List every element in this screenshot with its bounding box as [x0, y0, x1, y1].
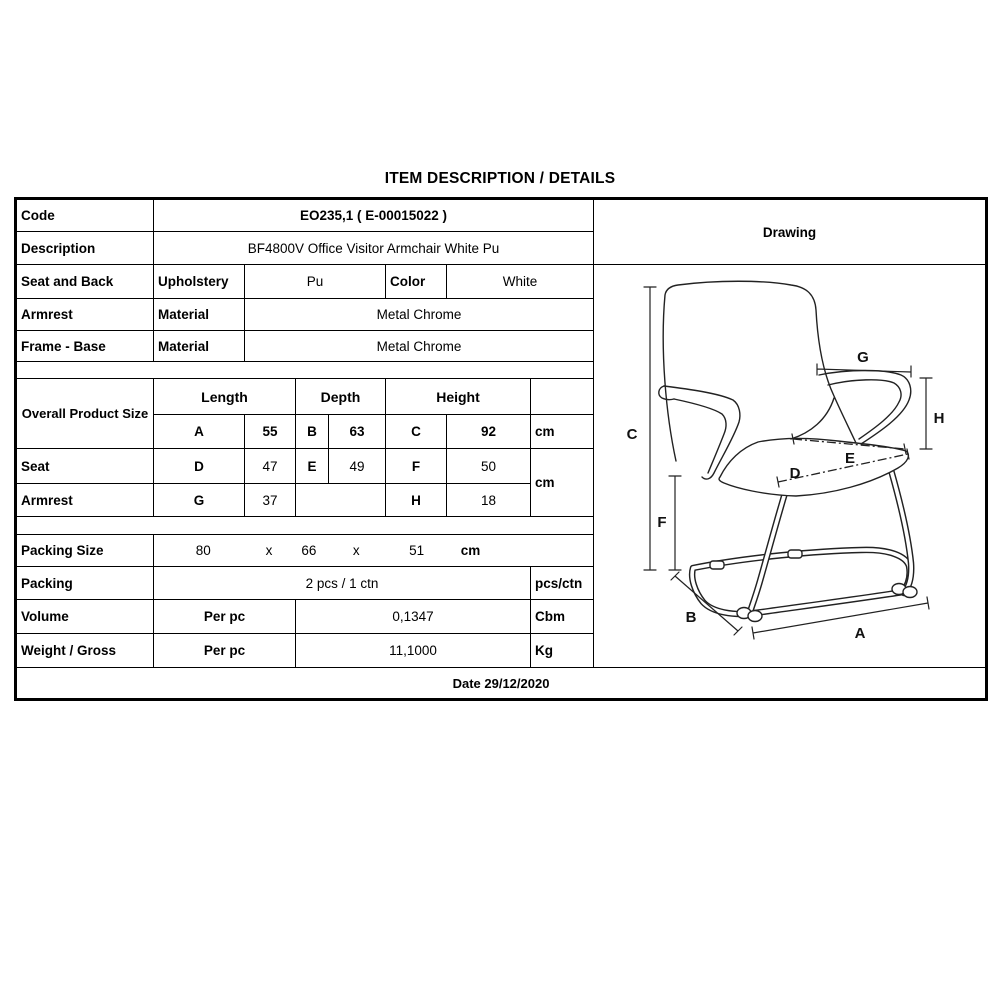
packing-dim-1: 80	[195, 543, 211, 558]
page-title: ITEM DESCRIPTION / DETAILS	[384, 170, 616, 187]
overall-depth-key: B	[296, 415, 329, 449]
packing-unit: pcs/ctn	[531, 567, 594, 600]
seat-back-label: Seat and Back	[16, 265, 154, 299]
packing-size-value	[154, 535, 594, 567]
code-label: Code	[16, 199, 154, 232]
color-label: Color	[386, 265, 447, 299]
drawing-cell	[594, 265, 987, 668]
volume-value: 0,1347	[296, 600, 531, 634]
seat-armrest-unit: cm	[531, 449, 594, 517]
dim-label-c: C	[626, 426, 638, 443]
spacer	[16, 362, 594, 379]
armrest-height-key: H	[386, 484, 447, 517]
overall-height-value: 92	[447, 415, 531, 449]
spec-table	[14, 197, 988, 701]
dim-label-g: G	[857, 349, 869, 366]
seat-depth-key: E	[296, 449, 329, 484]
packing-sep-2: x	[352, 543, 360, 558]
armrest-height-value: 18	[447, 484, 531, 517]
foot-tab	[788, 550, 802, 558]
overall-size-label: Overall Product Size	[16, 379, 154, 449]
seat-height-value: 50	[447, 449, 531, 484]
code-value: EO235,1 ( E-00015022 )	[154, 199, 594, 232]
packing-size-label: Packing Size	[16, 535, 154, 567]
height-header: Height	[386, 379, 531, 415]
armrest-material-value: Metal Chrome	[245, 299, 594, 331]
caster-wheel	[903, 587, 917, 598]
spacer	[16, 517, 594, 535]
seat-height-key: F	[386, 449, 447, 484]
weight-per: Per pc	[154, 634, 296, 668]
volume-unit: Cbm	[531, 600, 594, 634]
frame-base-label: Frame - Base	[16, 331, 154, 362]
armrest-material-label: Material	[154, 299, 245, 331]
armrest-size-empty	[296, 484, 386, 517]
date-value: Date 29/12/2020	[16, 668, 987, 700]
packing-sep-1: x	[265, 543, 273, 558]
description-value: BF4800V Office Visitor Armchair White Pu	[154, 232, 594, 265]
dim-label-d: D	[789, 465, 801, 482]
caster-wheel	[748, 611, 762, 622]
dim-label-e: E	[845, 450, 856, 467]
overall-length-key: A	[154, 415, 245, 449]
drawing-title: Drawing	[594, 199, 987, 265]
overall-depth-value: 63	[329, 415, 386, 449]
overall-length-value: 55	[245, 415, 296, 449]
upholstery-value: Pu	[245, 265, 386, 299]
row-date	[16, 668, 987, 700]
seat-length-key: D	[154, 449, 245, 484]
chair-sketch	[659, 281, 917, 621]
armrest-size-label: Armrest	[16, 484, 154, 517]
packing-value: 2 pcs / 1 ctn	[154, 567, 531, 600]
dim-label-b: B	[685, 609, 697, 626]
foot-tab	[710, 561, 724, 569]
packing-dim-2: 66	[301, 543, 317, 558]
row-code	[16, 199, 987, 232]
size-header-empty	[531, 379, 594, 415]
armrest-length-key: G	[154, 484, 245, 517]
weight-value: 11,1000	[296, 634, 531, 668]
overall-height-key: C	[386, 415, 447, 449]
volume-label: Volume	[16, 600, 154, 634]
depth-header: Depth	[296, 379, 386, 415]
packing-dim-3: 51	[409, 543, 425, 558]
seat-length-value: 47	[245, 449, 296, 484]
volume-per: Per pc	[154, 600, 296, 634]
color-value: White	[447, 265, 594, 299]
frame-material-label: Material	[154, 331, 245, 362]
packing-label: Packing	[16, 567, 154, 600]
seat-size-label: Seat	[16, 449, 154, 484]
frame-material-value: Metal Chrome	[245, 331, 594, 362]
armrest-label: Armrest	[16, 299, 154, 331]
weight-unit: Kg	[531, 634, 594, 668]
dim-label-a: A	[854, 625, 866, 642]
upholstery-label: Upholstery	[154, 265, 245, 299]
dim-label-f: F	[657, 514, 667, 531]
seat-depth-value: 49	[329, 449, 386, 484]
row-seat-back	[16, 265, 987, 299]
dim-label-h: H	[933, 410, 945, 427]
packing-size-unit: cm	[460, 543, 481, 558]
armrest-length-value: 37	[245, 484, 296, 517]
weight-label: Weight / Gross	[16, 634, 154, 668]
length-header: Length	[154, 379, 296, 415]
chair-drawing	[598, 265, 987, 664]
description-label: Description	[16, 232, 154, 265]
overall-unit: cm	[531, 415, 594, 449]
